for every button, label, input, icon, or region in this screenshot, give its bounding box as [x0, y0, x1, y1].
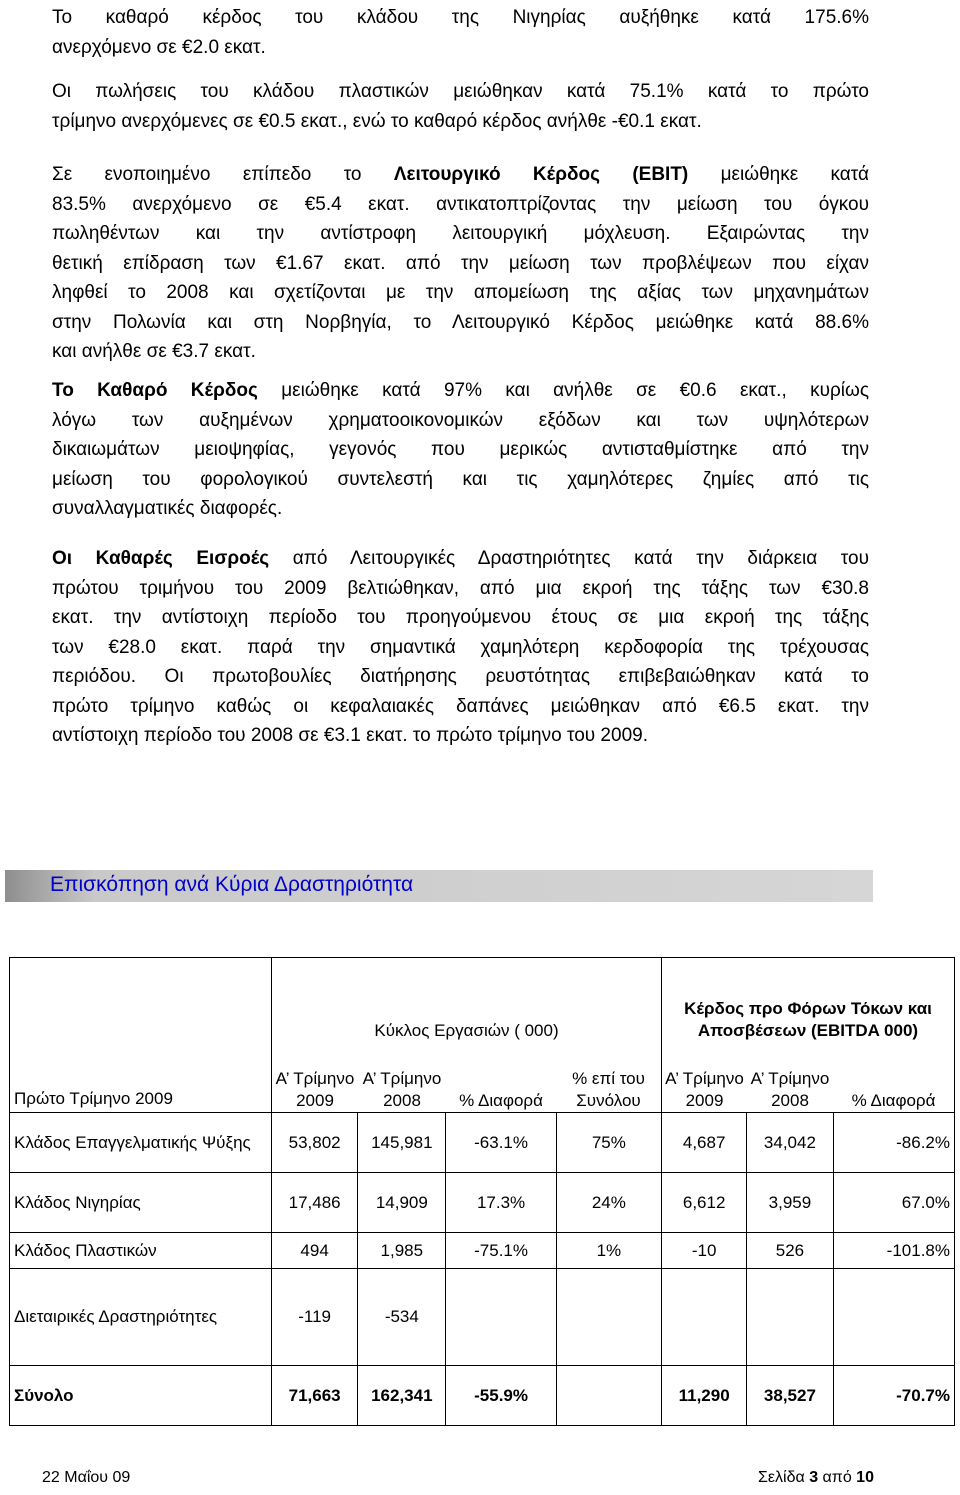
text-line: λόγω των αυξημένων χρηματοοικονομικών εξόδων και των υψηλότερων: [52, 409, 869, 431]
cell-ebitda-2008: 34,042: [747, 1113, 833, 1173]
text-run: από: [818, 1469, 857, 1486]
cell-ebitda-2008: [747, 1269, 833, 1366]
row-label: Διεταιρικές Δραστηριότητες: [10, 1269, 272, 1366]
paragraph-ebit: [52, 160, 869, 367]
page-total: 10: [856, 1469, 874, 1486]
sales-group-header: [272, 958, 662, 1113]
paragraph-net-profit: [52, 376, 869, 524]
text-run: Σε ενοποιημένο επίπεδο το: [52, 164, 394, 185]
ebitda-group-header: [662, 958, 955, 1113]
text-line: ανερχόμενο σε €2.0 εκατ.: [52, 36, 266, 58]
text-line: [52, 160, 869, 190]
text-line: μείωση του φορολογικού συντελεστή και τις χαμηλότερες ζημίες από τις: [52, 468, 869, 490]
text-line: αντίστοιχη περίοδο του 2008 σε €3.1 εκατ. το πρώτο τρίμηνο του 2009.: [52, 725, 648, 746]
cell-ebitda-2009: 11,290: [662, 1366, 747, 1426]
text-line: πρώτο τρίμηνο καθώς οι κεφαλαιακές δαπάνες μειώθηκαν από €6.5 εκατ. την: [52, 695, 869, 717]
text-line: συναλλαγματικές διαφορές.: [52, 498, 283, 519]
cell-sales-2009: 494: [272, 1233, 358, 1269]
table-row-total: [10, 1366, 955, 1426]
cell-sales-2008: 145,981: [358, 1113, 446, 1173]
cell-sales-diff: [446, 1269, 556, 1366]
net-profit-emphasis: Το Καθαρό Κέρδος: [52, 380, 258, 401]
text-line: ληφθεί το 2008 και σχετίζονται με την απομείωση της αξίας των μηχανημάτων: [52, 282, 869, 303]
text-line: Το καθαρό κέρδος του κλάδου της Νιγηρίας αυξήθηκε κατά 175.6%: [52, 7, 869, 28]
cell-sales-diff: -55.9%: [446, 1366, 556, 1426]
text-line: και ανήλθε σε €3.7 εκατ.: [52, 341, 256, 362]
cell-sales-share: [556, 1269, 661, 1366]
cell-ebitda-2008: 3,959: [747, 1173, 833, 1233]
paragraph-cash-flows: [52, 544, 869, 751]
text-line: πωληθέντων και την αντίστροφη λειτουργική μόχλευση. Εξαιρώντας την: [52, 223, 869, 244]
text-line: περιόδου. Οι πρωτοβουλίες διατήρησης ρευστότητας επιβεβαιώθηκαν κατά το: [52, 666, 869, 687]
cell-sales-2008: 14,909: [358, 1173, 446, 1233]
cell-ebitda-2009: [662, 1269, 747, 1366]
col-header-diff: % Διαφορά: [851, 1091, 936, 1110]
text-line: Οι πωλήσεις του κλάδου πλαστικών μειώθηκαν κατά 75.1% κατά το πρώτο: [52, 81, 869, 102]
cell-ebitda-diff: -86.2%: [833, 1113, 954, 1173]
text-run: μειώθηκε κατά 97% και ανήλθε σε €0.6 εκατ., κυρίως: [257, 380, 869, 401]
cell-ebitda-2009: 4,687: [662, 1113, 747, 1173]
cell-ebitda-diff: [833, 1269, 954, 1366]
text-run: μειώθηκε κατά: [688, 164, 869, 185]
cell-sales-diff: -75.1%: [446, 1233, 556, 1269]
cash-flows-emphasis: Οι Καθαρές Εισροές: [52, 548, 270, 569]
text-line: [52, 544, 869, 574]
cell-ebitda-2009: -10: [662, 1233, 747, 1269]
footer-date: 22 Μαΐου 09: [42, 1469, 131, 1486]
cell-ebitda-diff: 67.0%: [833, 1173, 954, 1233]
text-line: [52, 376, 869, 406]
cell-sales-share: 75%: [556, 1113, 661, 1173]
paragraph-nigeria-profit: [52, 3, 869, 62]
table-row: [10, 1233, 955, 1269]
text-line: 83.5% ανερχόμενο σε €5.4 εκατ. αντικατοπτρίζοντας την μείωση του όγκου: [52, 193, 869, 215]
cell-sales-2008: 162,341: [358, 1366, 446, 1426]
cell-sales-diff: -63.1%: [446, 1113, 556, 1173]
row-label: Κλάδος Νιγηρίας: [10, 1173, 272, 1233]
cell-ebitda-2009: 6,612: [662, 1173, 747, 1233]
paragraph-plastics: [52, 77, 869, 136]
text-line: εκατ. την αντίστοιχη περίοδο του προηγούμενου έτους σε μια εκροή της τάξης: [52, 607, 869, 628]
text-line: των €28.0 εκατ. παρά την σημαντικά χαμηλότερη κερδοφορία της τρέχουσας: [52, 636, 869, 658]
cell-sales-2009: 53,802: [272, 1113, 358, 1173]
page-current: 3: [809, 1469, 819, 1486]
col-header-share: % επί του Συνόλου: [572, 1069, 645, 1110]
col-header-q1-2009: Α’ Τρίμηνο 2009: [665, 1069, 744, 1110]
col-header-q1-2009: Α’ Τρίμηνο 2009: [275, 1069, 355, 1110]
col-header-diff: % Διαφορά: [459, 1091, 543, 1110]
cell-ebitda-2008: 526: [747, 1233, 833, 1269]
cell-sales-2008: 1,985: [358, 1233, 446, 1269]
text-line: τρίμηνο ανερχόμενες σε €0.5 εκατ., ενώ το καθαρό κέρδος ανήλθε -€0.1 εκατ.: [52, 110, 702, 132]
table-row: [10, 1269, 955, 1366]
cell-sales-2009: 17,486: [272, 1173, 358, 1233]
activity-overview-table: [9, 957, 955, 1426]
section-heading: Επισκόπηση ανά Κύρια Δραστηριότητα: [50, 873, 414, 896]
text-line: θετική επίδραση των €1.67 εκατ. από την μείωση των προβλέψεων που είχαν: [52, 252, 869, 274]
cell-ebitda-diff: -70.7%: [833, 1366, 954, 1426]
cell-sales-diff: 17.3%: [446, 1173, 556, 1233]
table-header-row: [10, 958, 955, 1113]
row-label: Κλάδος Επαγγελματικής Ψύξης: [10, 1113, 272, 1173]
ebit-emphasis: Λειτουργικό Κέρδος (EBIT): [393, 164, 689, 185]
cell-ebitda-diff: -101.8%: [833, 1233, 954, 1269]
text-line: στην Πολωνία και στη Νορβηγία, το Λειτουργικό Κέρδος μειώθηκε κατά 88.6%: [52, 311, 869, 333]
row-label: Σύνολο: [10, 1366, 272, 1426]
table-row: [10, 1173, 955, 1233]
cell-sales-2009: -119: [272, 1269, 358, 1366]
text-run: από Λειτουργικές Δραστηριότητες κατά την διάρκεια του: [269, 548, 869, 569]
footer-page-number: [758, 1469, 874, 1487]
period-label: Πρώτο Τρίμηνο 2009: [10, 958, 272, 1113]
cell-sales-share: 1%: [556, 1233, 661, 1269]
cell-sales-2008: -534: [358, 1269, 446, 1366]
table-row: [10, 1113, 955, 1173]
ebitda-group-title: Κέρδος προ Φόρων Τόκων και Αποσβέσεων (EBITDA 000): [684, 999, 932, 1040]
sales-group-title: Κύκλος Εργασιών ( 000): [374, 1021, 559, 1040]
col-header-q1-2008: Α’ Τρίμηνο 2008: [750, 1069, 830, 1110]
cell-sales-share: [556, 1366, 661, 1426]
cell-sales-share: 24%: [556, 1173, 661, 1233]
text-line: δικαιωμάτων μειοψηφίας, γεγονός που μερικώς αντισταθμίστηκε από την: [52, 439, 869, 460]
text-run: Σελίδα: [758, 1469, 810, 1486]
cell-sales-2009: 71,663: [272, 1366, 358, 1426]
text-line: πρώτου τριμήνου του 2009 βελτιώθηκαν, από μια εκροή της τάξης των €30.8: [52, 577, 869, 599]
row-label: Κλάδος Πλαστικών: [10, 1233, 272, 1269]
cell-ebitda-2008: 38,527: [747, 1366, 833, 1426]
col-header-q1-2008: Α’ Τρίμηνο 2008: [362, 1069, 442, 1110]
